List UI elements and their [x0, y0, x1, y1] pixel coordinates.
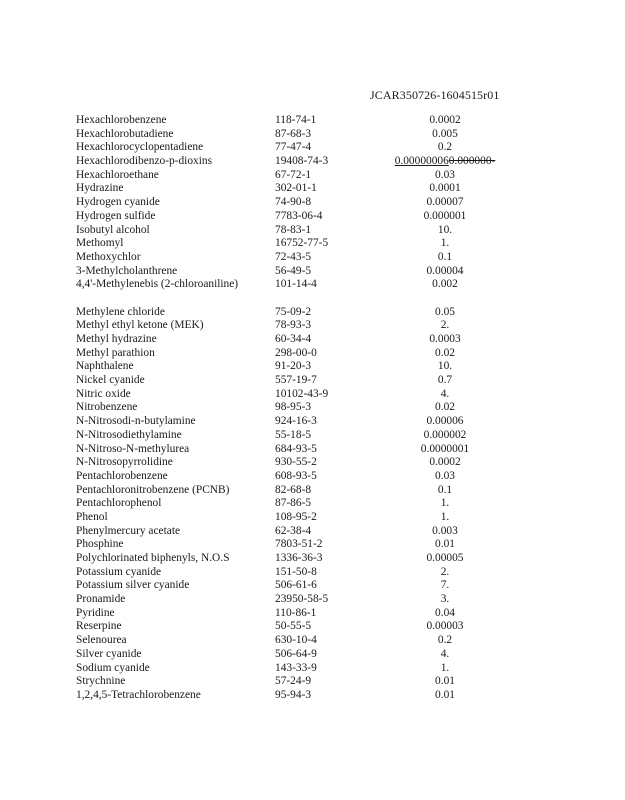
- concentration-value: 0.0000001: [420, 442, 470, 455]
- concentration-value: 0.00007: [426, 196, 464, 209]
- cas-number: 151-50-8: [275, 565, 317, 578]
- table-row: [0, 648, 625, 662]
- chemical-name: Isobutyl alcohol: [76, 223, 150, 236]
- chemical-name: N-Nitrosodiethylamine: [76, 428, 182, 441]
- table-row: [0, 210, 625, 224]
- concentration-value: 10.: [437, 360, 453, 373]
- cas-number: 60-34-4: [275, 333, 312, 346]
- table-row: [0, 525, 625, 539]
- concentration-value: 0.05: [435, 305, 455, 318]
- table-row: [0, 511, 625, 525]
- chemical-name: Polychlorinated biphenyls, N.O.S: [76, 552, 230, 565]
- chemical-name: Pentachloronitrobenzene (PCNB): [76, 483, 230, 496]
- chemical-name: N-Nitrosodi-n-butylamine: [76, 415, 196, 428]
- cas-number: 95-94-3: [275, 688, 312, 701]
- cas-number: 924-16-3: [275, 415, 317, 428]
- table-row: [0, 552, 625, 566]
- concentration-value: 1.: [440, 661, 450, 674]
- table-row: [0, 484, 625, 498]
- table-row: [0, 675, 625, 689]
- cas-number: 62-38-4: [275, 524, 312, 537]
- cas-number: 143-33-9: [275, 661, 317, 674]
- cas-number: 10102-43-9: [275, 387, 329, 400]
- table-row: [0, 265, 625, 279]
- concentration-value: 0.2: [437, 634, 453, 647]
- concentration-value: 0.0001: [429, 182, 461, 195]
- table-row: [0, 401, 625, 415]
- cas-number: 302-01-1: [275, 182, 317, 195]
- cas-number: 23950-58-5: [275, 593, 329, 606]
- chemical-name: Methyl parathion: [76, 346, 155, 359]
- concentration-value: 1.: [440, 497, 450, 510]
- cas-number: 7783-06-4: [275, 209, 323, 222]
- concentration-value: 2.: [440, 319, 450, 332]
- table-row: [0, 497, 625, 511]
- concentration-value: 0.000001: [423, 209, 467, 222]
- table-row: [0, 278, 625, 305]
- concentration-value: 0.1: [437, 250, 453, 263]
- table-row: [0, 169, 625, 183]
- added-value: 0.00000006: [394, 155, 449, 168]
- chemical-name: N-Nitroso-N-methylurea: [76, 442, 190, 455]
- concentration-value: 7.: [440, 579, 450, 592]
- chemical-table: [0, 114, 625, 703]
- chemical-name: Reserpine: [76, 620, 122, 633]
- chemical-name: Sodium cyanide: [76, 661, 150, 674]
- concentration-value: 4.: [440, 387, 450, 400]
- chemical-name: Naphthalene: [76, 360, 134, 373]
- cas-number: 87-68-3: [275, 127, 312, 140]
- chemical-name: Hexachloroethane: [76, 168, 159, 181]
- concentration-value: 4.: [440, 647, 450, 660]
- concentration-value: 0.01: [435, 675, 455, 688]
- concentration-value: 0.0002: [429, 456, 461, 469]
- chemical-name: Hydrogen cyanide: [76, 196, 160, 209]
- concentration-value: 0.1: [437, 483, 453, 496]
- concentration-value: 0.01: [435, 538, 455, 551]
- table-row: [0, 374, 625, 388]
- cas-number: 557-19-7: [275, 374, 317, 387]
- cas-number: 55-18-5: [275, 428, 312, 441]
- cas-number: 506-64-9: [275, 647, 317, 660]
- cas-number: 87-86-5: [275, 497, 312, 510]
- table-row: [0, 182, 625, 196]
- table-row: [0, 128, 625, 142]
- table-row: [0, 347, 625, 361]
- concentration-value: [380, 155, 510, 169]
- cas-number: 1336-36-3: [275, 552, 323, 565]
- table-row: [0, 319, 625, 333]
- concentration-value: 0.003: [432, 524, 458, 537]
- cas-number: 930-55-2: [275, 456, 317, 469]
- table-row: [0, 689, 625, 703]
- cas-number: 50-55-5: [275, 620, 312, 633]
- concentration-value: 0.7: [437, 374, 453, 387]
- chemical-name: Selenourea: [76, 634, 127, 647]
- cas-number: 118-74-1: [275, 114, 317, 126]
- concentration-value: 0.002: [432, 278, 458, 291]
- chemical-name: Methyl ethyl ketone (MEK): [76, 319, 204, 332]
- chemical-name: 4,4'-Methylenebis (2-chloroaniline): [76, 278, 239, 291]
- cas-number: 77-47-4: [275, 141, 312, 154]
- concentration-value: 1.: [440, 237, 450, 250]
- cas-number: 298-00-0: [275, 346, 317, 359]
- concentration-value: 0.04: [435, 606, 455, 619]
- table-row: [0, 251, 625, 265]
- table-row: [0, 415, 625, 429]
- chemical-name: Pentachlorobenzene: [76, 469, 168, 482]
- cas-number: 108-95-2: [275, 510, 317, 523]
- chemical-name: Nitrobenzene: [76, 401, 138, 414]
- concentration-value: 0.000002: [423, 428, 467, 441]
- cas-number: 506-61-6: [275, 579, 317, 592]
- document-id: JCAR350726-1604515r01: [370, 88, 500, 102]
- table-row: [0, 141, 625, 155]
- chemical-name: Methyl hydrazine: [76, 333, 157, 346]
- cas-number: 91-20-3: [275, 360, 312, 373]
- concentration-value: 0.005: [432, 127, 458, 140]
- chemical-name: Methomyl: [76, 237, 124, 250]
- cas-number: 7803-51-2: [275, 538, 323, 551]
- table-row: [0, 607, 625, 621]
- cas-number: 78-83-1: [275, 223, 312, 236]
- concentration-value: 0.01: [435, 688, 455, 701]
- concentration-value: 1.: [440, 510, 450, 523]
- concentration-value: 0.02: [435, 346, 455, 359]
- removed-value: 0.000000-: [448, 155, 496, 168]
- cas-number: 74-90-8: [275, 196, 312, 209]
- chemical-name: Methylene chloride: [76, 305, 165, 318]
- table-row: [0, 360, 625, 374]
- chemical-name: Phenylmercury acetate: [76, 524, 181, 537]
- concentration-value: 0.2: [437, 141, 453, 154]
- cas-number: 101-14-4: [275, 278, 317, 291]
- cas-number: 19408-74-3: [275, 155, 329, 168]
- table-row: [0, 593, 625, 607]
- table-row: [0, 306, 625, 320]
- table-row: [0, 333, 625, 347]
- chemical-name: Hexachlorodibenzo-p-dioxins: [76, 155, 213, 168]
- cas-number: 67-72-1: [275, 168, 312, 181]
- concentration-value: 0.00004: [426, 264, 464, 277]
- table-row: [0, 114, 625, 128]
- cas-number: 608-93-5: [275, 469, 317, 482]
- cas-number: 630-10-4: [275, 634, 317, 647]
- table-row: [0, 662, 625, 676]
- table-row: [0, 470, 625, 484]
- table-row: [0, 634, 625, 648]
- concentration-value: 0.02: [435, 401, 455, 414]
- chemical-name: Hexachlorobutadiene: [76, 127, 174, 140]
- chemical-name: Pyridine: [76, 606, 115, 619]
- chemical-name: Hexachlorobenzene: [76, 114, 167, 126]
- chemical-name: Silver cyanide: [76, 647, 142, 660]
- chemical-name: Nitric oxide: [76, 387, 131, 400]
- concentration-value: 3.: [440, 593, 450, 606]
- table-row: [0, 566, 625, 580]
- table-row: [0, 443, 625, 457]
- concentration-value: 0.00005: [426, 552, 464, 565]
- cas-number: 98-95-3: [275, 401, 312, 414]
- chemical-name: Strychnine: [76, 675, 126, 688]
- chemical-name: Hexachlorocyclopentadiene: [76, 141, 204, 154]
- cas-number: 72-43-5: [275, 250, 312, 263]
- cas-number: 82-68-8: [275, 483, 312, 496]
- table-row: [0, 620, 625, 634]
- table-row: [0, 538, 625, 552]
- cas-number: 16752-77-5: [275, 237, 329, 250]
- chemical-name: Hydrogen sulfide: [76, 209, 156, 222]
- chemical-name: Pronamide: [76, 593, 126, 606]
- table-row: [0, 388, 625, 402]
- chemical-name: Nickel cyanide: [76, 374, 145, 387]
- concentration-value: 0.03: [435, 469, 455, 482]
- chemical-name: Phosphine: [76, 538, 124, 551]
- cas-number: 78-93-3: [275, 319, 312, 332]
- concentration-value: 2.: [440, 565, 450, 578]
- cas-number: 57-24-9: [275, 675, 312, 688]
- concentration-value: 0.03: [435, 168, 455, 181]
- concentration-value: 0.0003: [429, 333, 461, 346]
- chemical-name: 3-Methylcholanthrene: [76, 264, 178, 277]
- table-row: [0, 237, 625, 251]
- cas-number: 56-49-5: [275, 264, 312, 277]
- cas-number: 684-93-5: [275, 442, 317, 455]
- concentration-value: 0.0002: [429, 114, 461, 126]
- concentration-value: 0.00003: [426, 620, 464, 633]
- table-row: [0, 429, 625, 443]
- concentration-value: 0.00006: [426, 415, 464, 428]
- table-row: [0, 456, 625, 470]
- table-row: [0, 196, 625, 210]
- chemical-name: Potassium silver cyanide: [76, 579, 190, 592]
- concentration-value: 10.: [437, 223, 453, 236]
- chemical-name: N-Nitrosopyrrolidine: [76, 456, 173, 469]
- chemical-name: Phenol: [76, 510, 108, 523]
- chemical-name: Methoxychlor: [76, 250, 141, 263]
- chemical-name: Potassium cyanide: [76, 565, 162, 578]
- chemical-name: 1,2,4,5-Tetrachlorobenzene: [76, 688, 201, 701]
- chemical-name: Hydrazine: [76, 182, 124, 195]
- table-row: [0, 155, 625, 169]
- table-row: [0, 224, 625, 238]
- chemical-name: Pentachlorophenol: [76, 497, 162, 510]
- cas-number: 75-09-2: [275, 305, 312, 318]
- table-row: [0, 579, 625, 593]
- cas-number: 110-86-1: [275, 606, 317, 619]
